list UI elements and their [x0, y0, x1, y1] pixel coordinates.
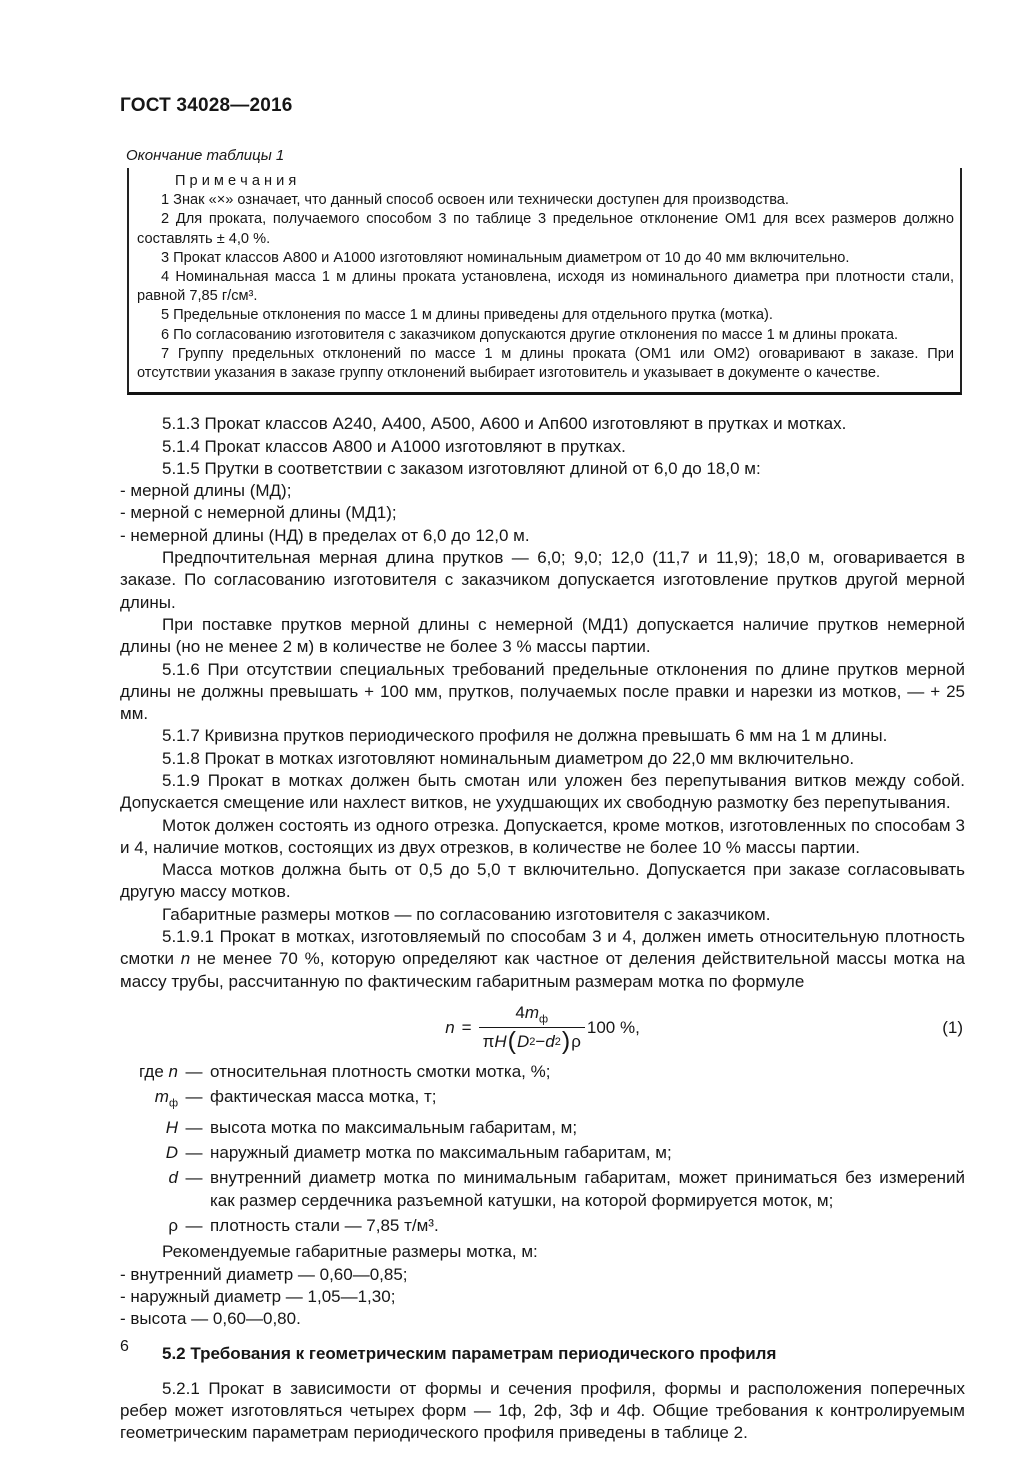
symbol-mf-description: фактическая масса мотка, т; [210, 1086, 437, 1106]
paragraph-5-1-9-1 [120, 926, 965, 993]
dash: — [185, 1118, 203, 1138]
symbol-row-H [120, 1117, 965, 1140]
open-paren: ( [507, 1027, 516, 1056]
paragraph-5-2-1: 5.2.1 Прокат в зависимости от формы и сечения профиля, формы и расположения поперечных ребер может изготовляться четырех форм — 1ф, 2ф, 3ф и 4ф. Общие требования к контролируемым геометрическим параметрам периодического профиля приведены в таблице 2. [120, 1378, 965, 1443]
exponent-d: 2 [554, 1035, 561, 1048]
note-item-2: 2 Для проката, получаемого способом 3 по таблице 3 предельное отклонение ОМ1 для всех размеров должно составлять ± 4,0 %. [137, 211, 954, 247]
variable-d: d [545, 1031, 555, 1051]
formula-factor: 100 %, [586, 1017, 640, 1037]
symbol-row-rho [120, 1215, 965, 1238]
numerator-variable: m [524, 1002, 540, 1022]
symbol-rho-description: плотность стали — 7,85 т/м³. [210, 1215, 439, 1235]
numerator-coefficient: 4 [515, 1002, 525, 1022]
symbol-n-description: относительная плотность смотки мотка, %; [210, 1061, 551, 1081]
formula-equals: = [461, 1017, 472, 1037]
note-item-3: 3 Прокат классов А800 и А1000 изготовляют номинальным диаметром от 10 до 40 мм включительно. [161, 249, 850, 266]
close-paren: ) [561, 1027, 571, 1056]
minus-sign: − [535, 1031, 546, 1051]
variable-n: n [168, 1061, 178, 1081]
symbol-d-description: внутренний диаметр мотка по минимальным габаритам, может приниматься без измерений как размер сердечника разъемной катушки, на которой формируется моток, м; [210, 1168, 965, 1210]
formula-denominator [479, 1027, 585, 1056]
list-item-md: - мерной длины (МД); [120, 481, 292, 501]
subscript-f: ф [168, 1097, 178, 1110]
symbol-d: d [168, 1168, 178, 1188]
paragraph-5-1-4: 5.1.4 Прокат классов А800 и А1000 изготовляют в прутках. [162, 436, 626, 456]
rho-symbol: ρ [571, 1031, 581, 1051]
list-item-nd: - немерной длины (НД) в пределах от 6,0 до 12,0 м. [120, 525, 530, 545]
formula-block [120, 1002, 965, 1056]
dash: — [185, 1086, 203, 1106]
list-item-inner-diameter: - внутренний диаметр — 0,60—0,85; [120, 1264, 408, 1284]
symbol-H: H [165, 1118, 178, 1138]
dash: — [185, 1061, 203, 1081]
where-label: где [138, 1061, 164, 1081]
dash: — [185, 1168, 203, 1188]
variable-H: H [494, 1031, 507, 1051]
note-item-4: 4 Номинальная масса 1 м длины проката установлена, исходя из номинального диаметра при плотности стали, равной 7,85 г/см³. [137, 269, 954, 305]
list-item-md1: - мерной с немерной длины (МД1); [120, 503, 397, 523]
formula-equation [445, 1002, 640, 1056]
dash: — [185, 1143, 203, 1163]
symbol-row-d [120, 1167, 965, 1212]
list-item-height: - высота — 0,60—0,80. [120, 1309, 301, 1329]
paragraph-coil-segment: Моток должен состоять из одного отрезка. Допускается, кроме мотков, изготовленных по способам 3 и 4, наличие мотков, состоящих из двух отрезков, в количестве не более 10 % массы партии. [120, 815, 965, 857]
paragraph-5-1-7: 5.1.7 Кривизна прутков периодического профиля не должна превышать 6 мм на 1 м длины. [162, 726, 888, 746]
formula-fraction [479, 1002, 585, 1056]
section-5-2-heading: 5.2 Требования к геометрическим параметрам периодического профиля [162, 1344, 777, 1364]
equation-number: (1) [942, 1017, 963, 1037]
table-continuation-caption: Окончание таблицы 1 [126, 147, 285, 164]
symbol-rho: ρ [168, 1215, 178, 1235]
table-notes-box [127, 168, 962, 395]
paragraph-5-1-9-1-text-cont: не менее 70 %, которую определяют как частное от деления действительной массы мотка на массу трубы, рассчитанную по фактическим габаритным размерам мотка по формуле [120, 949, 965, 991]
paragraph-5-1-9: 5.1.9 Прокат в мотках должен быть смотан или уложен без перепутывания витков между собой. Допускается смещение или нахлест витков, не ухудшающих их свободную размотку без перепутывания. [120, 770, 965, 813]
paragraph-5-1-6: 5.1.6 При отсутствии специальных требований предельные отклонения по длине прутков мерной длины не должны превышать + 100 мм, прутков, получаемых после правки и нарезки из мотков, — + 25 мм. [120, 659, 965, 724]
symbol-row-n [120, 1061, 965, 1084]
variable-D: D [516, 1031, 530, 1051]
document-body [120, 413, 965, 1444]
symbol-D: D [165, 1143, 178, 1163]
symbol-D-description: наружный диаметр мотка по максимальным габаритам, м; [210, 1143, 672, 1163]
note-item-7: 7 Группу предельных отклонений по массе 1 м длины проката (ОМ1 или ОМ2) оговаривают в заказе. При отсутствии указания в заказе группу отклонений выбирает изготовитель и указывает в документе о качестве. [137, 345, 954, 382]
list-item-outer-diameter: - наружный диаметр — 1,05—1,30; [120, 1286, 396, 1306]
page-number: 6 [120, 1338, 129, 1355]
notes-title: П р и м е ч а н и я [175, 173, 297, 189]
dash: — [185, 1215, 203, 1235]
paragraph-5-1-5: 5.1.5 Прутки в соответствии с заказом изготовляют длиной от 6,0 до 18,0 м: [162, 458, 761, 478]
variable-n: n [180, 949, 191, 969]
formula-numerator [505, 1003, 558, 1027]
formula-lhs: n [445, 1017, 455, 1037]
paragraph-5-1-8: 5.1.8 Прокат в мотках изготовляют номинальным диаметром до 22,0 мм включительно. [162, 748, 855, 768]
symbol-mf [120, 1086, 178, 1115]
variable-m: m [154, 1086, 169, 1106]
paragraph-5-1-3: 5.1.3 Прокат классов А240, А400, А500, А600 и Ап600 изготовляют в прутках и мотках. [162, 414, 847, 434]
numerator-subscript: ф [539, 1013, 549, 1026]
paragraph-coil-mass: Масса мотков должна быть от 0,5 до 5,0 т включительно. Допускается при заказе согласовывать другую массу мотков. [120, 860, 965, 902]
symbol-row-D [120, 1142, 965, 1165]
paragraph-delivery: При поставке прутков мерной длины с немерной (МД1) допускается наличие прутков немерной длины (но не менее 2 м) в количестве не более 3 % массы партии. [120, 614, 965, 657]
note-item-5: 5 Предельные отклонения по массе 1 м длины приведены для отдельного прутка (мотка). [161, 307, 773, 324]
paragraph-coil-dimensions: Габаритные размеры мотков — по согласованию изготовителя с заказчиком. [162, 904, 771, 924]
exponent-D: 2 [529, 1035, 536, 1048]
note-item-6: 6 По согласованию изготовителя с заказчиком допускаются другие отклонения по массе 1 м длины проката. [161, 326, 898, 343]
pi-symbol: π [482, 1031, 495, 1051]
note-item-1: 1 Знак «×» означает, что данный способ освоен или технически доступен для производства. [161, 192, 789, 209]
symbol-definitions [120, 1061, 965, 1237]
paragraph-recommended-dimensions: Рекомендуемые габаритные размеры мотка, м: [162, 1242, 538, 1262]
document-title: ГОСТ 34028—2016 [120, 95, 293, 116]
symbol-row-mf [120, 1086, 965, 1115]
paragraph-5-1-9-1-text: 5.1.9.1 Прокат в мотках, изготовляемый по способам 3 и 4, должен иметь относительную плотность смотки [120, 927, 965, 969]
paragraph-preferred-length: Предпочтительная мерная длина прутков — 6,0; 9,0; 12,0 (11,7 и 11,9); 18,0 м, оговаривается в заказе. По согласованию изготовителя с заказчиком допускается изготовление прутков другой мерной длины. [120, 548, 965, 612]
symbol-n [120, 1061, 178, 1084]
symbol-H-description: высота мотка по максимальным габаритам, м; [210, 1118, 578, 1138]
